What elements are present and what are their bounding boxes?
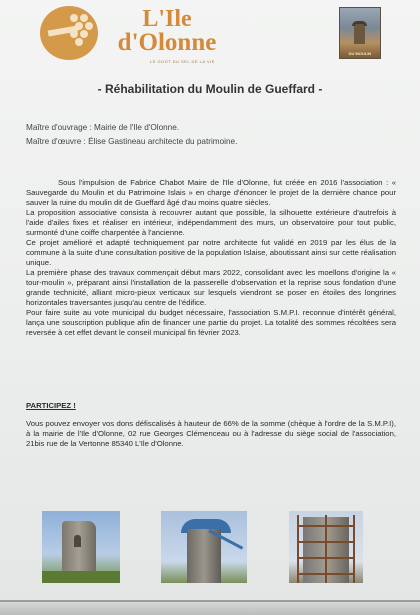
logo-title-line1: L'Ile [142, 6, 192, 32]
maitre-oeuvre: Maître d'œuvre : Élise Gastineau architecte du patrimoine. [26, 137, 238, 146]
logo-title-line2: d'Olonne [117, 29, 217, 56]
grape-mill-icon [40, 6, 98, 60]
paragraph-history: Sous l'impulsion de Fabrice Chabot Maire de l'Ile d'Olonne, fut créée en 2016 l'association : « Sauvegarde du Moulin et du Patrimoine Islais » en charge d'énoncer le projet de la dernière chance pour sauver la ruine du moulin dit de Gueffard âgé d'au moins quatre siècles. [26, 178, 396, 207]
project-description [26, 178, 396, 338]
logo-tagline: LE GOÛT DU SEL DE LA VIE [150, 59, 215, 64]
association-badge [339, 7, 381, 59]
mill-icon [354, 24, 365, 44]
maitre-ouvrage: Maître d'ouvrage : Mairie de l'Ile d'Olonne. [26, 123, 180, 132]
paragraph-funding: Pour faire suite au vote municipal du budget nécessaire, l'association S.M.P.I. reconnue d'intérêt général, lança une souscription publique afin de financer une partie du projet. La totalité des sommes récoltées sera reversée à cet effet devant le conseil municipal fin février 2023. [26, 308, 396, 337]
photo-restored-mill [161, 511, 247, 583]
paragraph-proposal: La proposition associative consista à recouvrer autant que possible, la silhouette extérieure d'autrefois à l'aide d'ailes fixes et réaliser en intérieur, indépendamment des murs, un observatoire pour tout public, surmonté d'une coiffe charpentée à l'ancienne. [26, 208, 396, 237]
photo-mill-scaffolding [289, 511, 363, 583]
panel-bottom-edge [0, 600, 420, 615]
page-title: - Réhabilitation du Moulin de Gueffard - [97, 82, 323, 96]
badge-label: DU MOULIN [348, 51, 372, 56]
project-roles [26, 121, 237, 149]
paragraph-works: La première phase des travaux commençait début mars 2022, consolidant avec les moellons d'origine la « tour-moulin », préparant ainsi l'installation de la passerelle d'observation et la reprise sous fondation d'une grande technicité, alliant micro-pieux verticaux sur lesquels viendront se poser en étoiles des longrines horizontales traversantes jusqu'au centre de l'édifice. [26, 268, 396, 307]
participez-heading: PARTICIPEZ ! [26, 401, 76, 410]
donation-info: Vous pouvez envoyer vos dons défiscalisés à hauteur de 66% de la somme (chèque à l'ordre de la S.M.P.I), à la mairie de l'Ile d'Olonne, 02 rue Georges Clémenceau ou à l'adresse du siège social de l'association, 21bis rue de la Vertonne 85340 L'Ile d'Olonne. [26, 419, 396, 448]
paragraph-validation: Ce projet amélioré et adapté techniquement par notre architecte fut validé en 2019 par les élus de la commune à la suite d'une consultation positive de la population Islaise, aboutissant ainsi sur cette réalisation unique. [26, 238, 396, 267]
photo-ruined-mill [42, 511, 120, 583]
logo-title [102, 8, 232, 54]
town-logo [40, 4, 230, 66]
